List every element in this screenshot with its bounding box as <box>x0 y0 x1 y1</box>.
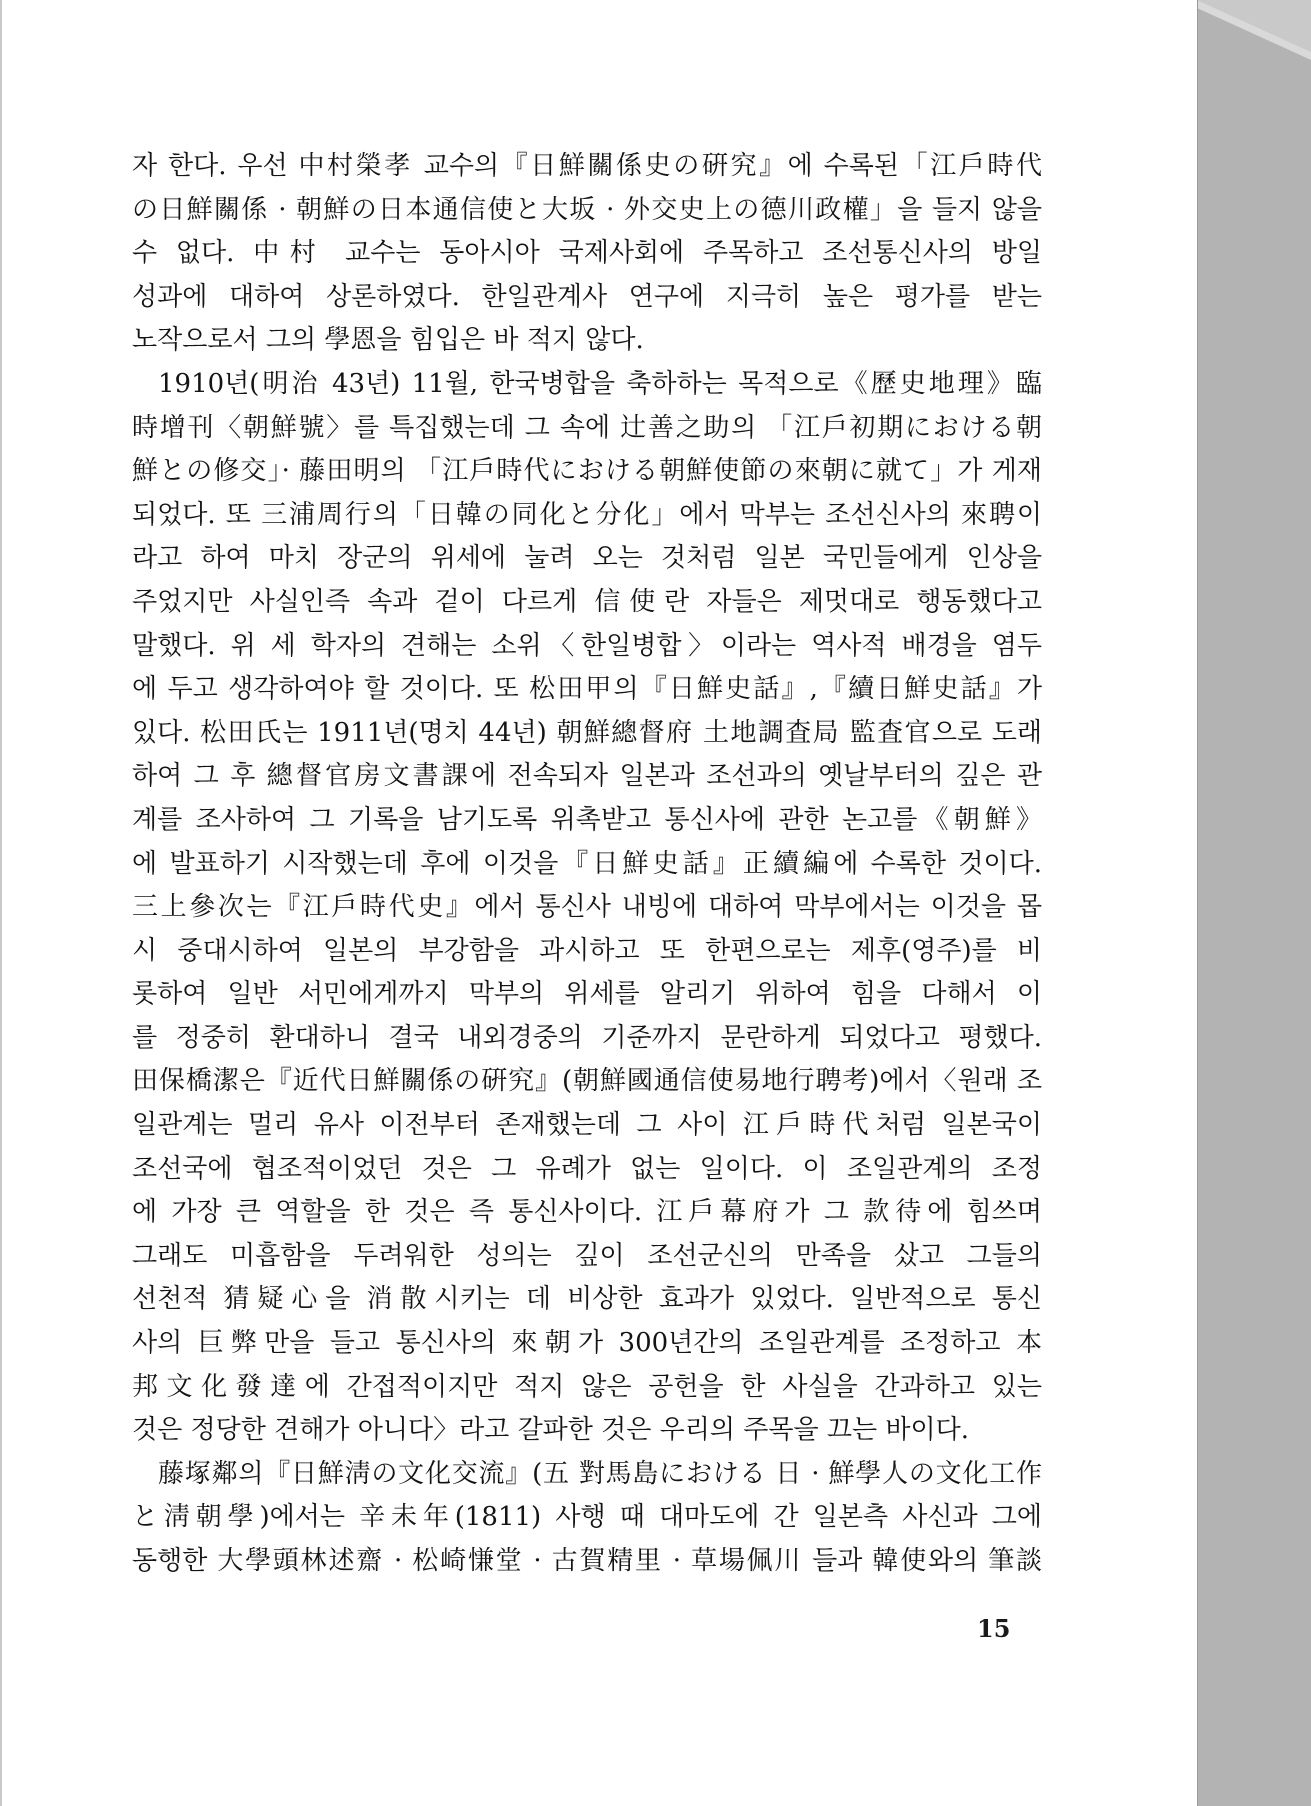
text-line: 를 정중히 환대하니 결국 내외경중의 기준까지 문란하게 되었다고 평했다. <box>132 1022 1042 1053</box>
text-line: 것은 정당한 견해가 아니다〉라고 갈파한 것은 우리의 주목을 끄는 바이다. <box>132 1415 970 1446</box>
text-line: 말했다. 위 세 학자의 견해는 소위〈한일병합〉이라는 역사적 배경을 염두 <box>132 630 1042 661</box>
text-line: 선천적 猜疑心을 消散시키는 데 비상한 효과가 있었다. 일반적으로 통신 <box>132 1284 1042 1315</box>
text-line: 하여 그 후 總督官房文書課에 전속되자 일본과 조선과의 옛날부터의 깊은 관 <box>132 761 1042 792</box>
body-text <box>132 145 1042 1584</box>
text-line: 노작으로서 그의 學恩을 힘입은 바 적지 않다. <box>132 325 644 356</box>
text-line: 에 두고 생각하여야 할 것이다. 또 松田甲의『日鮮史話』,『續日鮮史話』가 <box>132 674 1042 705</box>
text-line: 鮮との修交」· 藤田明의 「江戶時代における朝鮮使節の來朝に就て」가 게재 <box>132 456 1042 487</box>
text-line: 三上參次는『江戶時代史』에서 통신사 내빙에 대하여 막부에서는 이것을 몹 <box>132 892 1042 923</box>
text-line: 있다. 松田氏는 1911년(명치 44년) 朝鮮總督府 土地調査局 監査官으로 도래 <box>132 717 1042 748</box>
text-line: 藤塚鄰의『日鮮淸の文化交流』(五 對馬島における 日 · 鮮學人の文化工作 <box>158 1458 1042 1489</box>
text-line: 롯하여 일반 서민에게까지 막부의 위세를 알리기 위하여 힘을 다해서 이 <box>132 979 1042 1010</box>
text-line: 성과에 대하여 상론하였다. 한일관계사 연구에 지극히 높은 평가를 받는 <box>132 281 1042 312</box>
page-edge-side <box>1197 0 1311 1806</box>
text-line: 수 없다. 中村 교수는 동아시아 국제사회에 주목하고 조선통신사의 방일 <box>132 238 1042 269</box>
text-line: 시 중대시하여 일본의 부강함을 과시하고 또 한편으로는 제후(영주)를 비 <box>132 935 1042 966</box>
text-line: 사의 巨弊만을 들고 통신사의 來朝가 300년간의 조일관계를 조정하고 本 <box>132 1328 1042 1359</box>
text-line: 조선국에 협조적이었던 것은 그 유례가 없는 일이다. 이 조일관계의 조정 <box>132 1153 1042 1184</box>
text-line: 時增刊〈朝鮮號〉를 특집했는데 그 속에 辻善之助의 「江戶初期における朝 <box>132 412 1042 443</box>
text-line: の日鮮關係 · 朝鮮の日本通信使と大坂 · 外交史上の德川政權」을 들지 않을 <box>132 194 1042 225</box>
text-line: 1910년(明治 43년) 11월, 한국병합을 축하하는 목적으로《歷史地理》臨 <box>158 368 1042 399</box>
text-line: 자 한다. 우선 中村榮孝 교수의『日鮮關係史の硏究』에 수록된「江戶時代 <box>132 151 1042 181</box>
text-line: 에 가장 큰 역할을 한 것은 즉 통신사이다. 江戶幕府가 그 款待에 힘쓰며 <box>132 1197 1042 1228</box>
text-line: 라고 하여 마치 장군의 위세에 눌려 오는 것처럼 일본 국민들에게 인상을 <box>132 543 1042 574</box>
text-line: 田保橋潔은『近代日鮮關係の硏究』(朝鮮國通信使易地行聘考)에서〈원래 조 <box>132 1066 1042 1097</box>
text-line: 계를 조사하여 그 기록을 남기도록 위촉받고 통신사에 관한 논고를《朝鮮》 <box>132 804 1042 835</box>
text-line: 일관계는 멀리 유사 이전부터 존재했는데 그 사이 江戶時代처럼 일본국이 <box>132 1110 1042 1141</box>
page-number: 15 <box>977 1614 1011 1643</box>
document-page <box>2 0 1198 1806</box>
text-line: 동행한 大學頭林述齋 · 松崎慊堂 · 古賀精里 · 草場佩川 들과 韓使와의 筆談 <box>132 1546 1042 1576</box>
text-line: 되었다. 또 三浦周行의「日韓の同化と分化」에서 막부는 조선신사의 來聘이 <box>132 499 1042 530</box>
text-line: 그래도 미흡함을 두려워한 성의는 깊이 조선군신의 만족을 샀고 그들의 <box>132 1240 1042 1271</box>
text-line: と淸朝學)에서는 辛未年(1811) 사행 때 대마도에 간 일본측 사신과 그에 <box>132 1502 1042 1533</box>
text-line: 주었지만 사실인즉 속과 겉이 다르게 信使란 자들은 제멋대로 행동했다고 <box>132 586 1042 617</box>
text-line: 邦文化發達에 간접적이지만 적지 않은 공헌을 한 사실을 간과하고 있는 <box>132 1371 1042 1402</box>
text-line: 에 발표하기 시작했는데 후에 이것을『日鮮史話』正續編에 수록한 것이다. <box>132 848 1042 879</box>
